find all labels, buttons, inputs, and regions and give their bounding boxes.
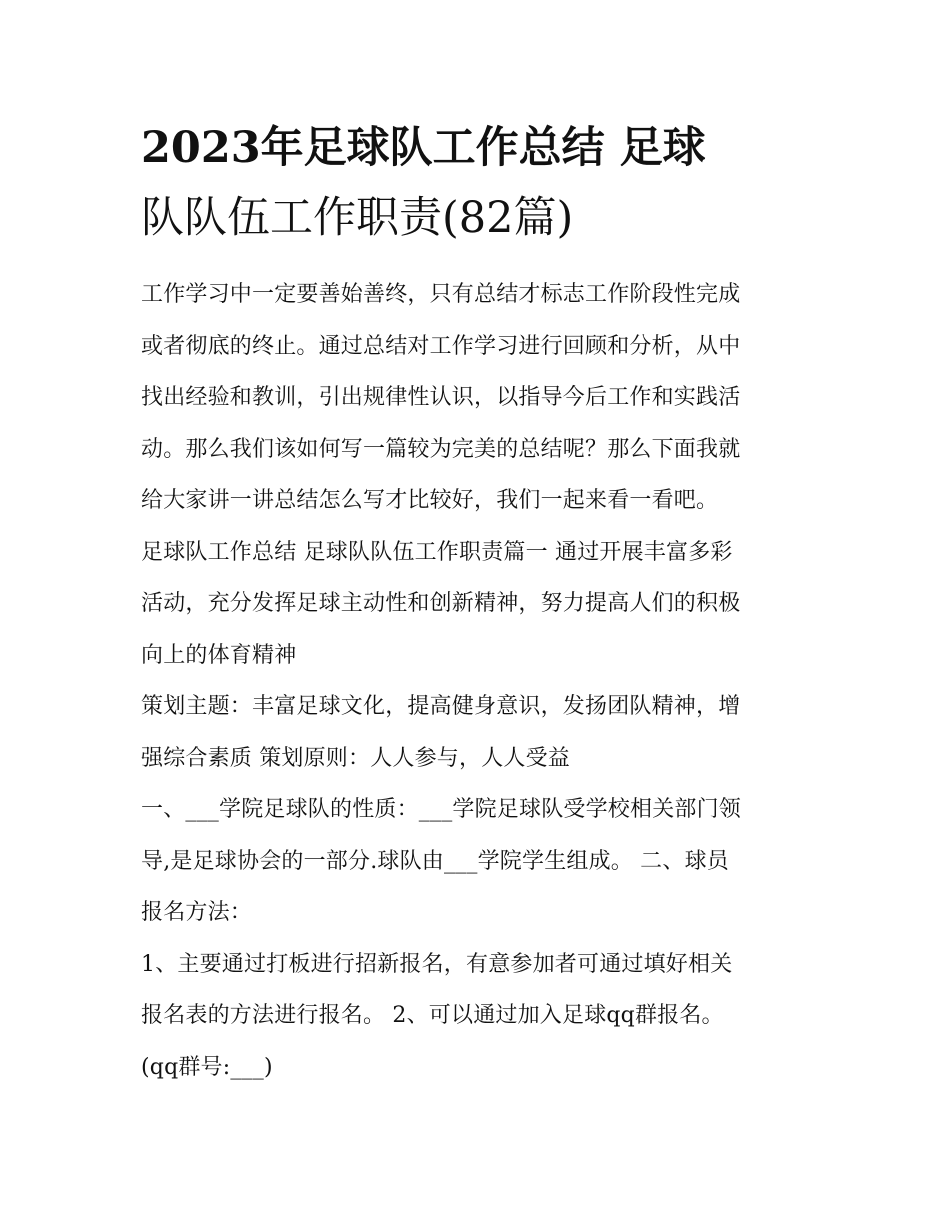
body-line: 找出经验和教训，引出规律性认识，以指导今后工作和实践活: [141, 385, 741, 410]
body-line: 强综合素质 策划原则：人人参与，人人受益: [141, 745, 570, 771]
title-line-1: 2023年足球队工作总结 足球: [141, 123, 706, 173]
body-line: 策划主题：丰富足球文化，提高健身意识，发扬团队精神，增: [141, 694, 741, 719]
body-line: 足球队工作总结 足球队队伍工作职责篇一 通过开展丰富多彩: [141, 539, 733, 565]
body-line: 报名表的方法进行报名。 2、可以通过加入足球qq群报名。: [141, 1003, 724, 1028]
document-body: [141, 269, 813, 1093]
body-line: 活动，充分发挥足球主动性和创新精神，努力提高人们的积极: [141, 591, 741, 616]
document-title: [141, 113, 813, 253]
body-line: (qq群号:___): [141, 1054, 273, 1080]
body-line: 一、___学院足球队的性质：___学院足球队受学校相关部门领: [141, 797, 742, 822]
body-line: 向上的体育精神: [141, 642, 297, 668]
document-page: [141, 113, 813, 1093]
body-line: 报名方法：: [141, 900, 253, 925]
body-line: 工作学习中一定要善始善终，只有总结才标志工作阶段性完成: [141, 282, 741, 307]
body-line: 给大家讲一讲总结怎么写才比较好，我们一起来看一看吧。: [141, 488, 719, 513]
body-line: 导,是足球协会的一部分.球队由___学院学生组成。 二、球员: [141, 848, 729, 874]
body-line: 或者彻底的终止。通过总结对工作学习进行回顾和分析，从中: [141, 333, 741, 359]
body-line: 动。那么我们该如何写一篇较为完美的总结呢？那么下面我就: [141, 436, 741, 462]
title-line-2: 队队伍工作职责(82篇): [141, 193, 574, 243]
body-line: 1、主要通过打板进行招新报名，有意参加者可通过填好相关: [141, 951, 733, 977]
